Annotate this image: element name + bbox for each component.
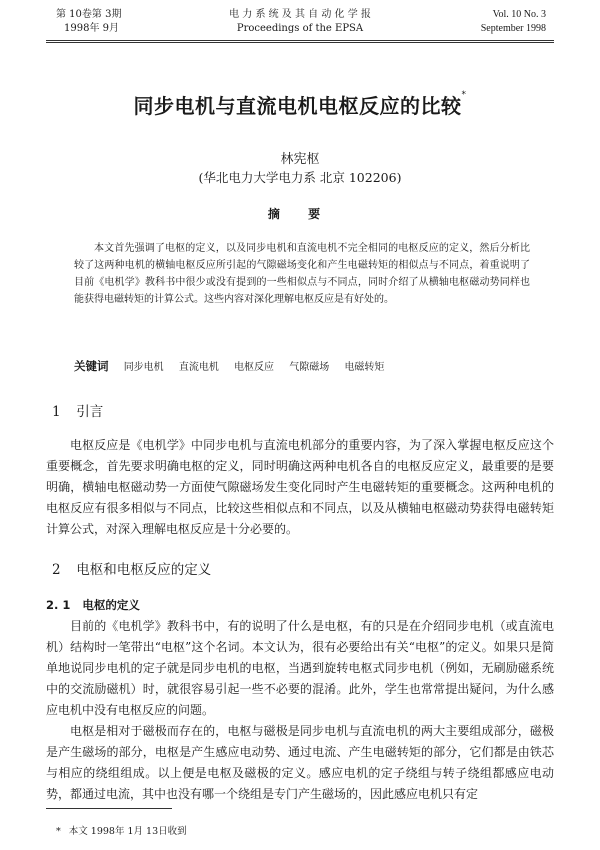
section-heading-definitions <box>52 558 211 578</box>
article-title <box>0 90 600 119</box>
footnote-mark: * <box>56 826 61 837</box>
subsection-title: 电枢的定义 <box>82 598 140 612</box>
author-name: 林宪枢 <box>280 152 320 167</box>
title-text: 同步电机与直流电机电枢反应的比较 <box>133 94 462 118</box>
keyword: 电枢反应 <box>234 362 275 373</box>
header-rule-thin <box>46 42 554 43</box>
header-volume-cn: 第 10卷第 3期 <box>56 9 122 20</box>
page-header <box>0 8 600 38</box>
section-heading-introduction <box>52 400 103 420</box>
header-left <box>56 8 121 36</box>
footnote-text: 本文 1998年 1月 13日收到 <box>68 826 187 837</box>
paragraph: 目前的《电机学》教科书中，有的说明了什么是电枢，有的只是在介绍同步电机（或直流电机）结构时一笔带出“电枢”这个名词。本文认为，很有必要给出有关“电枢”的定义。如果只是简单地说同步电机的定子就是同步电机的电枢，当遇到旋转电枢式同步电机（例如，无刷励磁系统中的交流励磁机）时，就很容易引起一些不必要的混淆。此外，学生也常常提出疑问，为什么感应电机中没有电枢反应的问题。 <box>46 619 554 717</box>
keyword: 气隙磁场 <box>289 362 330 373</box>
header-right <box>481 8 546 36</box>
footnote <box>56 823 187 837</box>
header-date-cn: 1998年 9月 <box>64 23 119 34</box>
section-number: 1 <box>52 404 61 420</box>
keywords-label: 关键词 <box>74 359 109 373</box>
footnote-rule <box>46 808 172 809</box>
paragraph: 电枢是相对于磁极而存在的，电枢与磁极是同步电机与直流电机的两大主要组成部分，磁极是产生磁场的部分，电枢是产生感应电动势、通过电流、产生电磁转矩的部分，它们都是由铁芯与相应的绕组组成。以上便是电枢及磁极的定义。感应电机的定子绕组与转子绕组都感应电动势，都通过电流，其中也没有哪一个绕组是专门产生磁场的，因此感应电机只有定 <box>46 724 554 801</box>
header-date-en: September 1998 <box>480 23 546 34</box>
section-number: 2 <box>52 562 61 578</box>
header-journal-en: Proceedings of the EPSA <box>236 23 364 34</box>
header-rule <box>46 40 554 41</box>
subsection-number: 2. 1 <box>46 598 71 612</box>
keyword: 直流电机 <box>178 362 219 373</box>
abstract-heading: 摘 要 <box>267 207 333 221</box>
section-title: 电枢和电枢反应的定义 <box>76 562 212 578</box>
title-footnote-mark: * <box>461 90 467 100</box>
keyword: 电磁转矩 <box>344 362 385 373</box>
abstract-text: 本文首先强调了电枢的定义，以及同步电机和直流电机不完全相同的电枢反应的定义，然后分析比较了这两种电机的横轴电枢反应所引起的气隙磁场变化和产生电磁转矩的相似点与不同点，着重说明了目前《电机学》教科书中很少或没有提到的一些相似点与不同点，同时介绍了从横轴电枢磁动势同样也能获得电磁转矩的计算公式。这些内容对深化理解电枢反应是有好处的。 <box>74 243 530 305</box>
author-affiliation: (华北电力大学电力系 北京 102206) <box>198 170 402 185</box>
section-title: 引言 <box>76 404 104 420</box>
subsection-heading <box>46 597 140 613</box>
keyword: 同步电机 <box>123 362 164 373</box>
header-center <box>180 8 420 36</box>
header-journal-cn: 电 力 系 统 及 其 自 动 化 学 报 <box>229 9 371 20</box>
header-volume-en: Vol. 10 No. 3 <box>492 9 546 20</box>
paragraph: 电枢反应是《电机学》中同步电机与直流电机部分的重要内容，为了深入掌握电枢反应这个重要概念，首先要求明确电枢的定义，同时明确这两种电机各自的电枢反应定义，最重要的是要明确，横轴电枢磁动势一方面使气隙磁场发生变化同时产生电磁转矩的重要概念。这两种电机的电枢反应有很多相似与不同点，比较这些相似点和不同点，以及从横轴电枢磁动势获得电磁转矩计算公式，对深入理解电枢反应是十分必要的。 <box>46 438 554 536</box>
keywords <box>74 358 534 374</box>
